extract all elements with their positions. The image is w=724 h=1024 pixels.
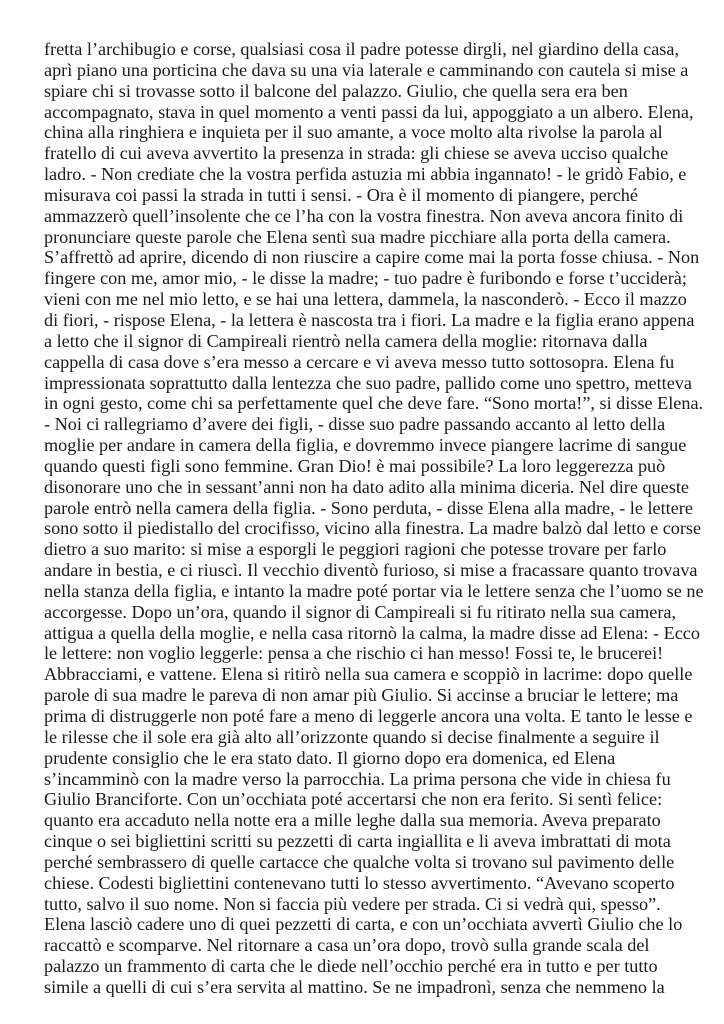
text-line: simile a quelli di cui s’era servita al mattino. Se ne impadronì, senza che nemmeno la xyxy=(44,976,665,997)
text-line: ammazzerò quell’insolente che ce l’ha con la vostra finestra. Non aveva ancora finito di xyxy=(44,205,684,226)
body-text xyxy=(44,39,704,998)
text-line: dietro a suo marito: si mise a esporgli le peggiori ragioni che potesse trovare per farlo xyxy=(44,539,667,560)
text-line: palazzo un frammento di carta che le diede nell’occhio perché era in tutto e per tutto xyxy=(44,956,658,977)
text-line: tutto, salvo il suo nome. Non si faccia più vedere per strada. Ci si vedrà qui, spesso”. xyxy=(44,893,661,914)
text-line: fratello di cui aveva avvertito la presenza in strada: gli chiese se aveva ucciso qualche xyxy=(44,143,669,164)
text-line: fretta l’archibugio e corse, qualsiasi cosa il padre potesse dirgli, nel giardino della casa, xyxy=(44,39,679,59)
text-line: cinque o sei bigliettini scritti su pezzetti di carta ingiallita e li aveva imbrattati di mota xyxy=(44,831,671,852)
text-line: misurava coi passi la strada in tutti i sensi. - Ora è il momento di piangere, perché xyxy=(44,184,638,205)
text-line: le rilesse che il sole era già alto all’orizzonte quando si decise finalmente a seguire il xyxy=(44,726,660,747)
text-line: le lettere: non voglio leggerle: pensa a che rischio ci han messo! Fossi te, le brucerei! xyxy=(44,643,664,664)
text-line: Giulio Branciforte. Con un’occhiata poté accertarsi che non era ferito. Si sentì felice: xyxy=(44,789,663,810)
text-line: quando questi figli sono femmine. Gran Dio! è mai possibile? La loro leggerezza può xyxy=(44,455,666,476)
text-line: fingere con me, amor mio, - le disse la madre; - tuo padre è furibondo e forse t’ucciderà; xyxy=(44,268,687,289)
text-line: accorgesse. Dopo un’ora, quando il signor di Campireali si fu ritirato nella sua camera, xyxy=(44,601,676,622)
text-line: parole di sua madre le pareva di non amar più Giulio. Si accinse a bruciar le lettere; ma xyxy=(44,685,679,706)
text-line: aprì piano una porticina che dava su una via laterale e camminando con cautela si mise a xyxy=(44,59,689,80)
text-line: - Noi ci rallegriamo d’avere dei figli, - disse suo padre passando accanto al letto della xyxy=(44,414,666,435)
text-line: moglie per andare in camera della figlia, e dovremmo invece piangere lacrime di sangue xyxy=(44,435,687,456)
text-line: andare in bestia, e ci riuscì. Il vecchio diventò furioso, si mise a fracassare quanto trovava xyxy=(44,560,698,581)
text-line: sono sotto il piedistallo del crocifisso, vicino alla finestra. La madre balzò dal letto e corse xyxy=(44,518,702,539)
text-line: vieni con me nel mio letto, e se hai una lettera, dammela, la nasconderò. - Ecco il mazzo xyxy=(44,289,687,310)
text-line: perché sembrassero di quelle cartacce che qualche volta si trovano sul pavimento delle xyxy=(44,851,675,872)
text-line: pronunciare queste parole che Elena sentì sua madre picchiare alla porta della camera. xyxy=(44,226,671,247)
text-line: quanto era accaduto nella notte era a mille leghe dalla sua memoria. Aveva preparato xyxy=(44,810,661,831)
text-line: di fiori, - rispose Elena, - la lettera è nascosta tra i fiori. La madre e la figlia erano appena xyxy=(44,309,695,330)
text-line: in ogni gesto, come chi sa perfettamente quel che deve fare. “Sono morta!”, si disse Elena. xyxy=(44,393,704,414)
text-line: nella stanza della figlia, e intanto la madre poté portar via le lettere senza che l’uomo se ne xyxy=(44,580,704,601)
text-line: chiese. Codesti bigliettini contenevano tutti lo stesso avvertimento. “Avevano scoperto xyxy=(44,872,675,893)
text-line: cappella di casa dove s’era messo a cercare e vi aveva messo tutto sottosopra. Elena fu xyxy=(44,351,675,372)
text-line: attigua a quella della moglie, e nella casa ritornò la calma, la madre disse ad Elena: - Ecco xyxy=(44,622,700,643)
text-line: a letto che il signor di Campireali rientrò nella camera della moglie: ritornava dalla xyxy=(44,330,648,351)
text-line: disonorare uno che in sessant’anni non ha dato adito alla minima diceria. Nel dire queste xyxy=(44,476,689,497)
text-line: china alla ringhiera e inquieta per il suo amante, a voce molto alta rivolse la parola al xyxy=(44,122,663,143)
text-line: Abbracciami, e vattene. Elena si ritirò nella sua camera e scoppiò in lacrime: dopo quelle xyxy=(44,664,693,685)
text-line: s’incamminò con la madre verso la parrocchia. La prima persona che vide in chiesa fu xyxy=(44,768,671,789)
text-line: accompagnato, stava in quel momento a venti passi da lui, appoggiato a un albero. Elena, xyxy=(44,101,694,122)
text-line: spiare chi si trovasse sotto il balcone del palazzo. Giulio, che quella sera era ben xyxy=(44,80,628,101)
text-line: impressionata soprattutto dalla lentezza che suo padre, pallido come uno spettro, metteva xyxy=(44,372,692,393)
text-line: prima di distruggerle non poté fare a meno di leggerle ancora una volta. E tanto le lesse e xyxy=(44,706,693,726)
text-line: prudente consiglio che le era stato dato. Il giorno dopo era domenica, ed Elena xyxy=(44,747,616,768)
text-line: parole entrò nella camera della figlia. - Sono perduta, - disse Elena alla madre, - le lettere xyxy=(44,497,693,518)
text-line: Elena lasciò cadere uno di quei pezzetti di carta, e con un’occhiata avvertì Giulio che lo xyxy=(44,914,683,935)
text-line: ladro. - Non crediate che la vostra perfida astuzia mi abbia ingannato! - le gridò Fabio, e xyxy=(44,164,687,185)
text-line: raccattò e scomparve. Nel ritornare a casa un’ora dopo, trovò sulla grande scala del xyxy=(44,935,650,956)
text-line: S’affrettò ad aprire, dicendo di non riuscire a capire come mai la porta fosse chiusa. - Non xyxy=(44,247,700,268)
